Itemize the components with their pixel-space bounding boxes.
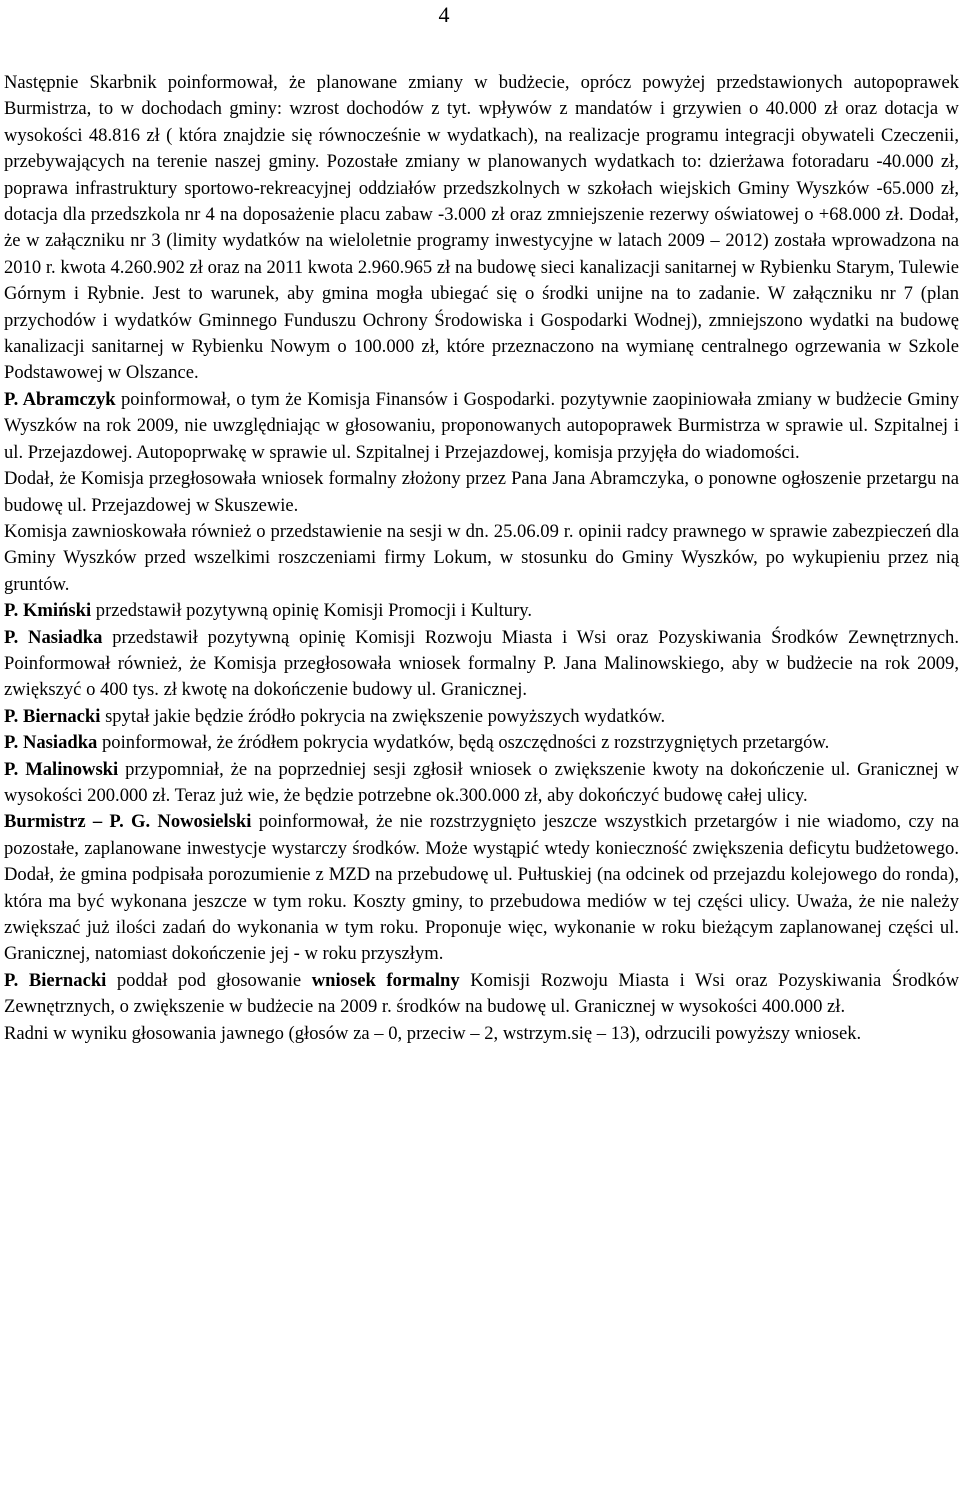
speaker-name: P. Kmiński: [4, 600, 92, 622]
paragraph-text: Komisja zawnioskowała również o przedstawienie na sesji w dn. 25.06.09 r. opinii radcy prawnego w sprawie zabezpieczeń dla Gminy Wyszków przed wszelkimi roszczeniami firmy Lokum, w stosunku do Gminy Wyszków, po wykupieniu przez nią gruntów.: [4, 520, 959, 595]
speaker-name: P. Malinowski: [4, 758, 119, 780]
speaker-name: P. Nasiadka: [4, 732, 98, 754]
paragraph-wniosek-abramczyka: [4, 466, 959, 519]
paragraph-text: poinformował, że nie rozstrzygnięto jeszcze wszystkich przetargów i nie wiadomo, czy na pozostałe, zaplanowane inwestycje wystarczy środków. Może wystąpić wtedy konieczność zwiększenia deficytu budżetowego. Dodał, że gmina podpisała porozumienie z MZD na przebudowę ul. Pułtuskiej (na odcinek od przejazdu kolejowego do ronda), która ma być wykonana jeszcze w tym roku. Koszty gminy, to przebudowa mediów w tej części ulicy. Uważa, że nie należy zwiększać już ilości zadań do wykonania w tym roku. Proponuje więc, wykonanie w roku bieżącym zaplanowanej części ul. Granicznej, natomiast dokończenie jej - w roku przyszłym.: [4, 811, 959, 965]
paragraph-opinia-radcy: [4, 519, 959, 598]
paragraph-malinowski: [4, 757, 959, 810]
emphasis-text: wniosek formalny: [311, 969, 460, 991]
paragraph-wynik-glosowania: [4, 1021, 959, 1047]
paragraph-text: Radni w wyniku głosowania jawnego (głosów za – 0, przeciw – 2, wstrzym.się – 13), odrzucili powyższy wniosek.: [4, 1022, 862, 1044]
paragraph-abramczyk: [4, 387, 959, 466]
paragraph-text: Dodał, że Komisja przegłosowała wniosek formalny złożony przez Pana Jana Abramczyka, o ponowne ogłoszenie przetargu na budowę ul. Przejazdowej w Skuszewie.: [4, 468, 959, 516]
paragraph-text: poddał pod głosowanie: [106, 969, 312, 991]
speaker-name: P. Biernacki: [4, 969, 107, 991]
paragraph-burmistrz: [4, 809, 959, 967]
paragraph-text: przypomniał, że na poprzedniej sesji zgłosił wniosek o zwiększenie kwoty na dokończenie ul. Granicznej w wysokości 200.000 zł. Teraz już wie, że będzie potrzebne ok.300.000 zł, aby dokończyć budowę całej ulicy.: [4, 758, 959, 806]
paragraph-skarbnik: [4, 70, 959, 387]
page-number: 4: [438, 2, 450, 27]
speaker-name: Burmistrz – P. G. Nowosielski: [4, 811, 252, 833]
speaker-name: P. Abramczyk: [4, 388, 116, 410]
document-body: [4, 70, 959, 1047]
paragraph-text: przedstawił pozytywną opinię Komisji Promocji i Kultury.: [91, 600, 533, 622]
paragraph-biernacki-pytanie: [4, 704, 959, 730]
speaker-name: P. Nasiadka: [4, 626, 103, 648]
paragraph-nasiadka-odpowiedz: [4, 730, 959, 756]
paragraph-text: poinformował, że źródłem pokrycia wydatków, będą oszczędności z rozstrzygniętych przetargów.: [97, 732, 830, 754]
paragraph-text: spytał jakie będzie źródło pokrycia na zwiększenie powyższych wydatków.: [100, 705, 666, 727]
speaker-name: P. Biernacki: [4, 705, 101, 727]
paragraph-kminski: [4, 598, 959, 624]
paragraph-text: przedstawił pozytywną opinię Komisji Rozwoju Miasta i Wsi oraz Pozyskiwania Środków Zewnętrznych. Poinformował również, że Komisja przegłosowała wniosek formalny P. Jana Malinowskiego, aby w budżecie na rok 2009, zwiększyć o 400 tys. zł kwotę na dokończenie budowy ul. Granicznej.: [4, 626, 959, 701]
document-page: [4, 0, 959, 1508]
paragraph-text: Następnie Skarbnik poinformował, że planowane zmiany w budżecie, oprócz powyżej przedstawionych autopoprawek Burmistrza, to w dochodach gminy: wzrost dochodów z tyt. wpływów z mandatów i grzywien o 40.000 zł oraz dotacja w wysokości 48.816 zł ( która znajdzie się równocześnie w wydatkach), na realizacje programu integracji obywateli Czeczenii, przebywających na terenie naszej gminy. Pozostałe zmiany w planowanych wydatkach to: dzierżawa fotoradaru -40.000 zł, poprawa infrastruktury sportowo-rekreacyjnej oddziałów przedszkolnych w szkołach wiejskich Gminy Wyszków -65.000 zł, dotacja dla przedszkola nr 4 na doposażenie placu zabaw -3.000 zł oraz zmniejszenie rezerwy oświatowej o +68.000 zł. Dodał, że w załączniku nr 3 (limity wydatków na wieloletnie programy inwestycyjne w latach 2009 – 2012) została wprowadzona na 2010 r. kwota 4.260.902 zł oraz na 2011 kwota 2.960.965 zł na budowę sieci kanalizacji sanitarnej w Rybienku Starym, Tulewie Górnym i Rybnie. Jest to warunek, aby gmina mogła ubiegać się o środki unijne na to zadanie. W załączniku nr 7 (plan przychodów i wydatków Gminnego Funduszu Ochrony Środowiska i Gospodarki Wodnej), zmniejszono wydatki na budowę kanalizacji sanitarnej w Rybienku Nowym o 100.000 zł, które przeznaczono na wymianę centralnego ogrzewania w Szkole Podstawowej w Olszance.: [4, 72, 959, 384]
paragraph-nasiadka-opinia: [4, 625, 959, 704]
paragraph-text: Komisji Rozwoju Miasta i Wsi oraz Pozyskiwania Środków Zewnętrznych, o zwiększenie w budżecie na 2009 r. środków na budowę ul. Granicznej w wysokości 400.000 zł.: [4, 969, 959, 1018]
paragraph-text: poinformował, o tym że Komisja Finansów i Gospodarki. pozytywnie zaopiniowała zmiany w budżecie Gminy Wyszków na rok 2009, nie uwzględniając w głosowaniu, proponowanych autopoprawek Burmistrza w sprawie ul. Szpitalnej i ul. Przejazdowej. Autopoprwakę w sprawie ul. Szpitalnej i Przejazdowej, komisja przyjęła do wiadomości.: [4, 388, 959, 463]
paragraph-biernacki-glosowanie: [4, 968, 959, 1021]
